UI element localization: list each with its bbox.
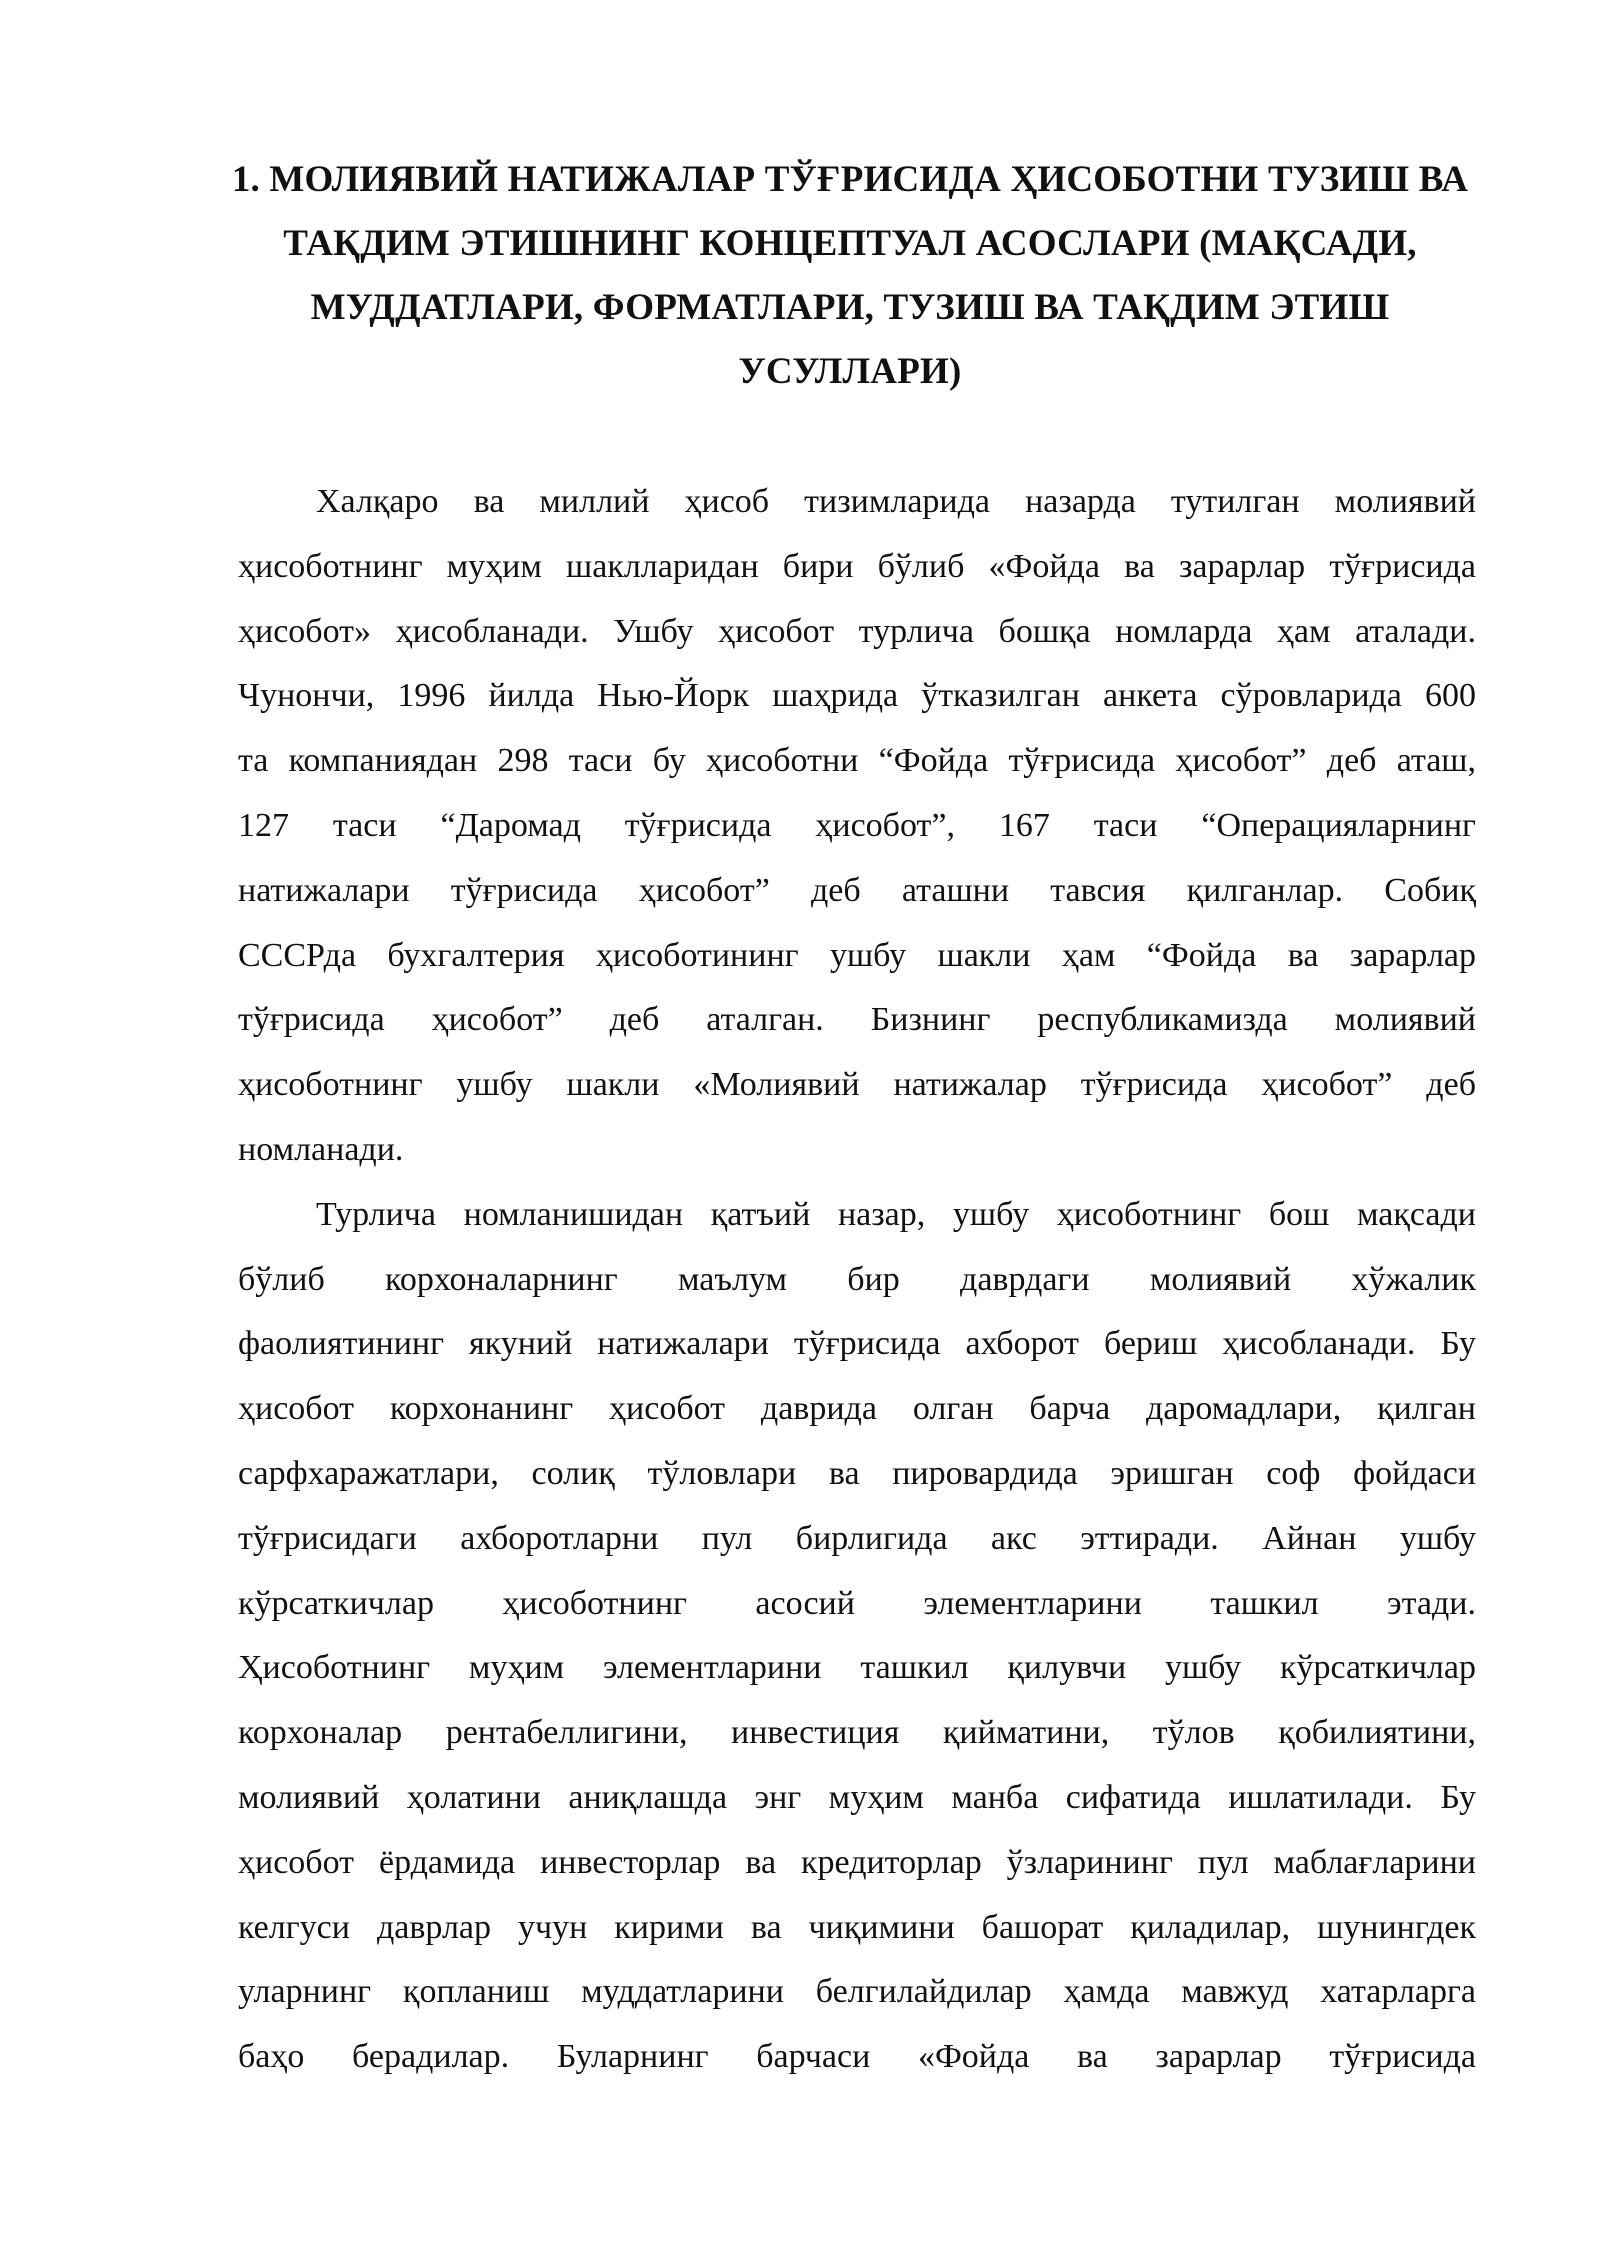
text-line: тўғрисидаги ахборотларни пул бирлигида акс эттиради. Айнан ушбу xyxy=(238,1519,1476,1557)
text-line: ҳисобот корхонанинг ҳисобот даврида олган барча даромадлари, қилган xyxy=(238,1390,1476,1428)
text-line: уларнинг қопланиш муддатларини белгилайдилар ҳамда мавжуд хатарларга xyxy=(238,1973,1476,2011)
paragraph-1 xyxy=(238,470,1476,1183)
text-line: баҳо берадилар. Буларнинг барчаси «Фойда ва зарарлар тўғрисида xyxy=(238,2038,1476,2076)
heading-line: УСУЛЛАРИ) xyxy=(738,351,962,392)
text-line: ҳисоботнинг ушбу шакли «Молиявий натижалар тўғрисида ҳисобот” деб xyxy=(238,1066,1476,1104)
heading-line: МУДДАТЛАРИ, ФОРМАТЛАРИ, ТУЗИШ ВА ТАҚДИМ ЭТИШ xyxy=(310,287,1390,328)
section-heading xyxy=(230,148,1470,404)
text-line: Халқаро ва миллий ҳисоб тизимларида назарда тутилган молиявий xyxy=(316,483,1476,520)
text-line: номланади. xyxy=(238,1130,404,1168)
text-line: та компаниядан 298 таси бу ҳисоботни “Фойда тўғрисида ҳисобот” деб аташ, xyxy=(238,742,1476,780)
heading-line: 1. МОЛИЯВИЙ НАТИЖАЛАР ТЎҒРИСИДА ҲИСОБОТНИ ТУЗИШ ВА xyxy=(231,159,1469,200)
text-line: Чунончи, 1996 йилда Нью-Йорк шаҳрида ўтказилган анкета сўровларида 600 xyxy=(238,677,1476,715)
text-line: корхоналар рентабеллигини, инвестиция қийматини, тўлов қобилиятини, xyxy=(238,1714,1476,1752)
heading-line: ТАҚДИМ ЭТИШНИНГ КОНЦЕПТУАЛ АСОСЛАРИ (МАҚСАДИ, xyxy=(283,223,1417,264)
paragraph-2 xyxy=(238,1183,1476,2090)
text-line: СССРда бухгалтерия ҳисоботининг ушбу шакли ҳам “Фойда ва зарарлар xyxy=(238,936,1476,974)
text-line: ҳисобот ёрдамида инвесторлар ва кредиторлар ўзларининг пул маблағларини xyxy=(238,1843,1476,1881)
text-line: ҳисобот» ҳисобланади. Ушбу ҳисобот турлича бошқа номларда ҳам аталади. xyxy=(238,612,1476,650)
text-line: тўғрисида ҳисобот” деб аталган. Бизнинг республикамизда молиявий xyxy=(238,1001,1476,1039)
text-line: фаолиятининг якуний натижалари тўғрисида ахборот бериш ҳисобланади. Бу xyxy=(238,1325,1476,1363)
text-line: бўлиб корхоналарнинг маълум бир даврдаги молиявий хўжалик xyxy=(238,1260,1476,1298)
text-line: Ҳисоботнинг муҳим элементларини ташкил қилувчи ушбу кўрсаткичлар xyxy=(238,1649,1476,1687)
text-line: келгуси даврлар учун кирими ва чиқимини башорат қиладилар, шунингдек xyxy=(238,1908,1476,1946)
text-line: натижалари тўғрисида ҳисобот” деб аташни тавсия қилганлар. Собиқ xyxy=(238,871,1476,909)
text-line: кўрсаткичлар ҳисоботнинг асосий элементларини ташкил этади. xyxy=(238,1584,1476,1622)
text-line: молиявий ҳолатини аниқлашда энг муҳим манба сифатида ишлатилади. Бу xyxy=(238,1778,1476,1816)
text-line: Турлича номланишидан қатъий назар, ушбу ҳисоботнинг бош мақсади xyxy=(316,1195,1476,1233)
text-line: ҳисоботнинг муҳим шаклларидан бири бўлиб «Фойда ва зарарлар тўғрисида xyxy=(238,547,1476,585)
document-body xyxy=(238,470,1476,2090)
text-line: 127 таси “Даромад тўғрисида ҳисобот”, 167 таси “Операцияларнинг xyxy=(238,806,1476,844)
text-line: сарфхаражатлари, солиқ тўловлари ва пировардида эришган соф фойдаси xyxy=(238,1454,1476,1492)
